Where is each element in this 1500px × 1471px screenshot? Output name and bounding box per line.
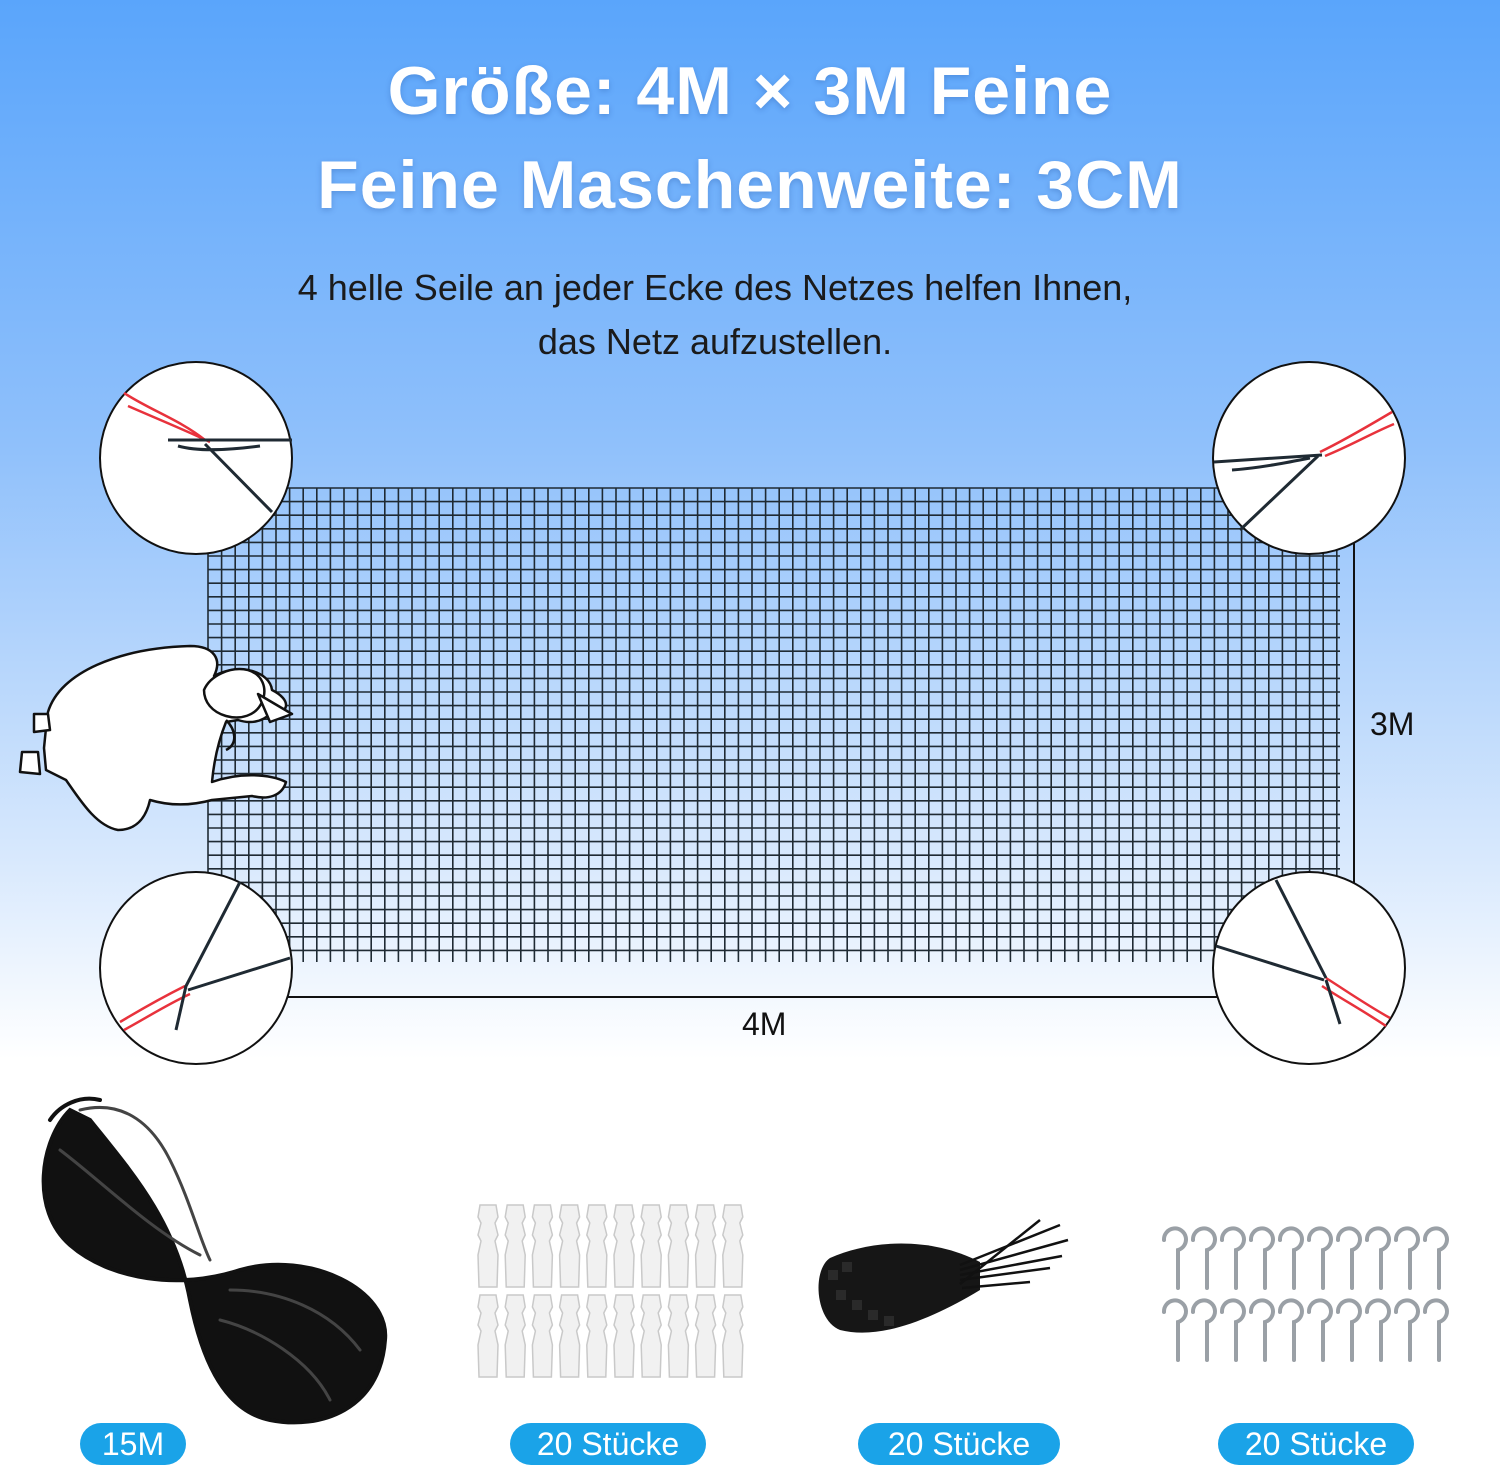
net-grid [208, 488, 1340, 962]
badge-wall-plugs: 20 Stücke [510, 1423, 706, 1465]
badge-screw-hooks: 20 Stücke [1218, 1423, 1414, 1465]
headline-mesh: Feine Maschenweite: 3CM [317, 147, 1183, 223]
person-icon [20, 646, 292, 830]
corner-detail-top-right [1213, 362, 1405, 554]
cable-tie-icon [819, 1220, 1068, 1333]
description-line-2: das Netz aufzustellen. [537, 321, 893, 362]
badge-rope-length: 15M [80, 1423, 186, 1465]
width-label: 4M [742, 1006, 787, 1042]
screw-hook-icon [1164, 1228, 1447, 1360]
corner-detail-top-left [100, 362, 292, 554]
corner-detail-bottom-right [1213, 872, 1405, 1064]
height-label: 3M [1370, 706, 1415, 742]
corner-detail-bottom-left [100, 872, 292, 1064]
headline-size: Größe: 4M × 3M Feine [387, 53, 1113, 129]
description-line-1: 4 helle Seile an jeder Ecke des Netzes helfen Ihnen, [297, 267, 1133, 308]
wall-plug-icon [478, 1205, 743, 1377]
rope-coil-icon [44, 1099, 386, 1423]
badge-cable-ties: 20 Stücke [858, 1423, 1060, 1465]
